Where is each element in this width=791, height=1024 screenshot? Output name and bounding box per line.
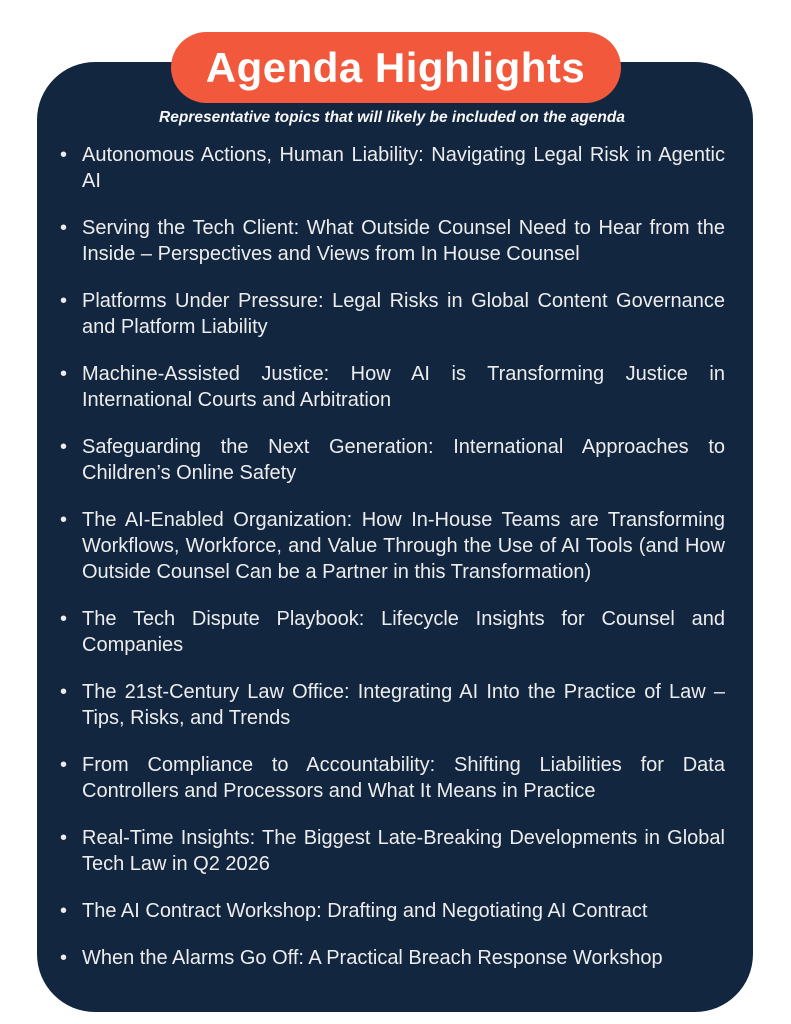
list-item	[59, 288, 725, 340]
agenda-item-text: When the Alarms Go Off: A Practical Breach Response Workshop	[82, 947, 663, 969]
list-item	[59, 434, 725, 486]
list-item	[59, 679, 725, 731]
bullet-icon: •	[60, 681, 68, 703]
bullet-icon: •	[60, 436, 68, 458]
bullet-icon: •	[60, 827, 68, 849]
list-item	[59, 752, 725, 804]
list-item	[59, 825, 725, 877]
agenda-item-text: Machine-Assisted Justice: How AI is Transforming Justice in International Courts and Arbitration	[82, 363, 725, 411]
list-item	[59, 606, 725, 658]
bullet-icon: •	[60, 754, 68, 776]
agenda-item-text: Safeguarding the Next Generation: International Approaches to Children’s Online Safety	[82, 436, 725, 484]
page-title: Agenda Highlights	[205, 43, 586, 91]
bullet-icon: •	[60, 900, 68, 922]
agenda-item-text: Platforms Under Pressure: Legal Risks in Global Content Governance and Platform Liability	[82, 290, 725, 338]
agenda-item-text: The AI-Enabled Organization: How In-House Teams are Transforming Workflows, Workforce, and Value Through the Use of AI Tools (and How Outside Counsel Can be a Partner in this Transformation)	[82, 509, 725, 583]
bullet-icon: •	[60, 608, 68, 630]
bullet-icon: •	[60, 363, 68, 385]
list-item	[59, 898, 725, 924]
bullet-icon: •	[60, 509, 68, 531]
agenda-item-text: Serving the Tech Client: What Outside Counsel Need to Hear from the Inside – Perspectives and Views from In House Counsel	[82, 217, 725, 265]
agenda-item-text: The AI Contract Workshop: Drafting and Negotiating AI Contract	[82, 900, 648, 922]
agenda-item-text: The 21st-Century Law Office: Integrating AI Into the Practice of Law –Tips, Risks, and Trends	[82, 681, 725, 729]
agenda-item-text: From Compliance to Accountability: Shifting Liabilities for Data Controllers and Processors and What It Means in Practice	[82, 754, 725, 802]
bullet-icon: •	[60, 144, 68, 166]
agenda-card	[37, 62, 753, 1012]
title-pill	[171, 32, 621, 103]
list-item	[59, 945, 725, 971]
agenda-item-text: Autonomous Actions, Human Liability: Navigating Legal Risk in Agentic AI	[82, 144, 725, 192]
agenda-list	[59, 142, 725, 971]
bullet-icon: •	[60, 217, 68, 239]
list-item	[59, 507, 725, 585]
list-item	[59, 361, 725, 413]
agenda-item-text: Real-Time Insights: The Biggest Late-Breaking Developments in Global Tech Law in Q2 2026	[82, 827, 725, 875]
list-item	[59, 142, 725, 194]
bullet-icon: •	[60, 290, 68, 312]
agenda-item-text: The Tech Dispute Playbook: Lifecycle Insights for Counsel and Companies	[82, 608, 725, 656]
bullet-icon: •	[60, 947, 68, 969]
list-item	[59, 215, 725, 267]
subtitle: Representative topics that will likely be included on the agenda	[159, 109, 625, 126]
